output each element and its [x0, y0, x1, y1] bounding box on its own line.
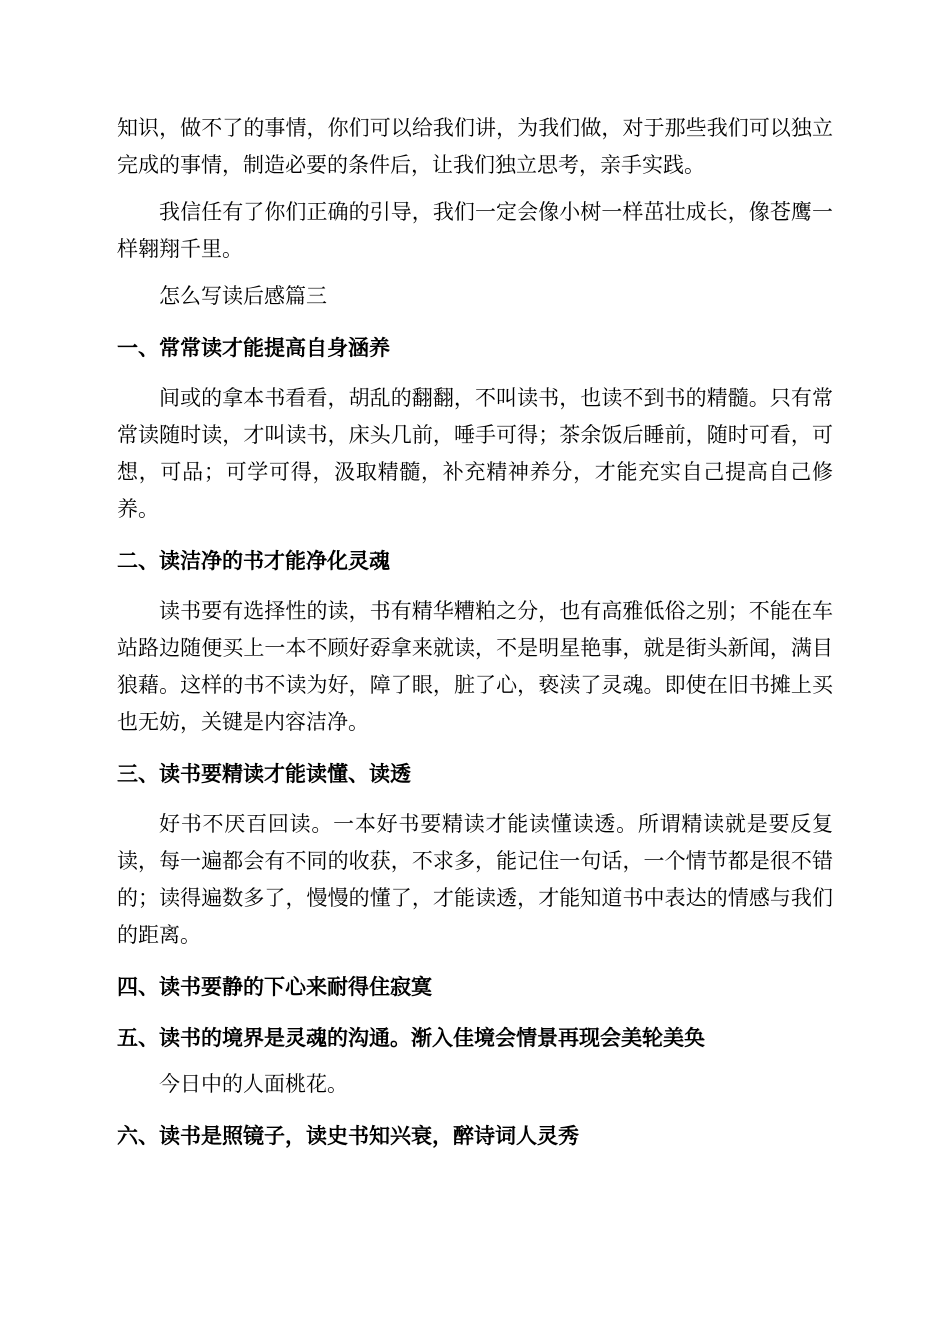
- paragraph-trust-guidance: 我信任有了你们正确的引导，我们一定会像小树一样茁壮成长，像苍鹰一样翱翔千里。: [117, 200, 833, 261]
- heading-6: 六、读书是照镜子，读史书知兴衰，醉诗词人灵秀: [117, 1123, 579, 1148]
- heading-5: 五、读书的境界是灵魂的沟通。渐入佳境会情景再现会美轮美奂: [117, 1025, 705, 1050]
- paragraph-1: 间或的拿本书看看，胡乱的翻翻，不叫读书，也读不到书的精髓。只有常常读随时读，才叫读书，床头几前，唾手可得；茶余饭后睡前，随时可看，可想，可品；可学可得，汲取精髓，补充精神养分，才能充实自己提高自己修养。: [117, 386, 833, 521]
- paragraph-intro-continuation: 知识，做不了的事情，你们可以给我们讲，为我们做，对于那些我们可以独立完成的事情，制造必要的条件后，让我们独立思考，亲手实践。: [117, 116, 833, 177]
- paragraph-3: 好书不厌百回读。一本好书要精读才能读懂读透。所谓精读就是要反复读，每一遍都会有不同的收获，不求多，能记住一句话，一个情节都是很不错的；读得遍数多了，慢慢的懂了，才能读透，才能知道书中表达的情感与我们的距离。: [117, 812, 833, 947]
- document-page: [117, 110, 833, 1154]
- heading-4: 四、读书要静的下心来耐得住寂寞: [117, 974, 432, 999]
- heading-3: 三、读书要精读才能读懂、读透: [117, 761, 411, 786]
- section-title-part-three: 怎么写读后感篇三: [159, 284, 327, 308]
- heading-2: 二、读洁净的书才能净化灵魂: [117, 548, 390, 573]
- heading-1: 一、常常读才能提高自身涵养: [117, 335, 390, 360]
- paragraph-5: 今日中的人面桃花。: [159, 1072, 348, 1096]
- paragraph-2: 读书要有选择性的读，书有精华糟粕之分，也有高雅低俗之别；不能在车站路边随便买上一本不顾好孬拿来就读，不是明星艳事，就是街头新闻，满目狼藉。这样的书不读为好，障了眼，脏了心，亵渎了灵魂。即使在旧书摊上买也无妨，关键是内容洁净。: [117, 599, 833, 734]
